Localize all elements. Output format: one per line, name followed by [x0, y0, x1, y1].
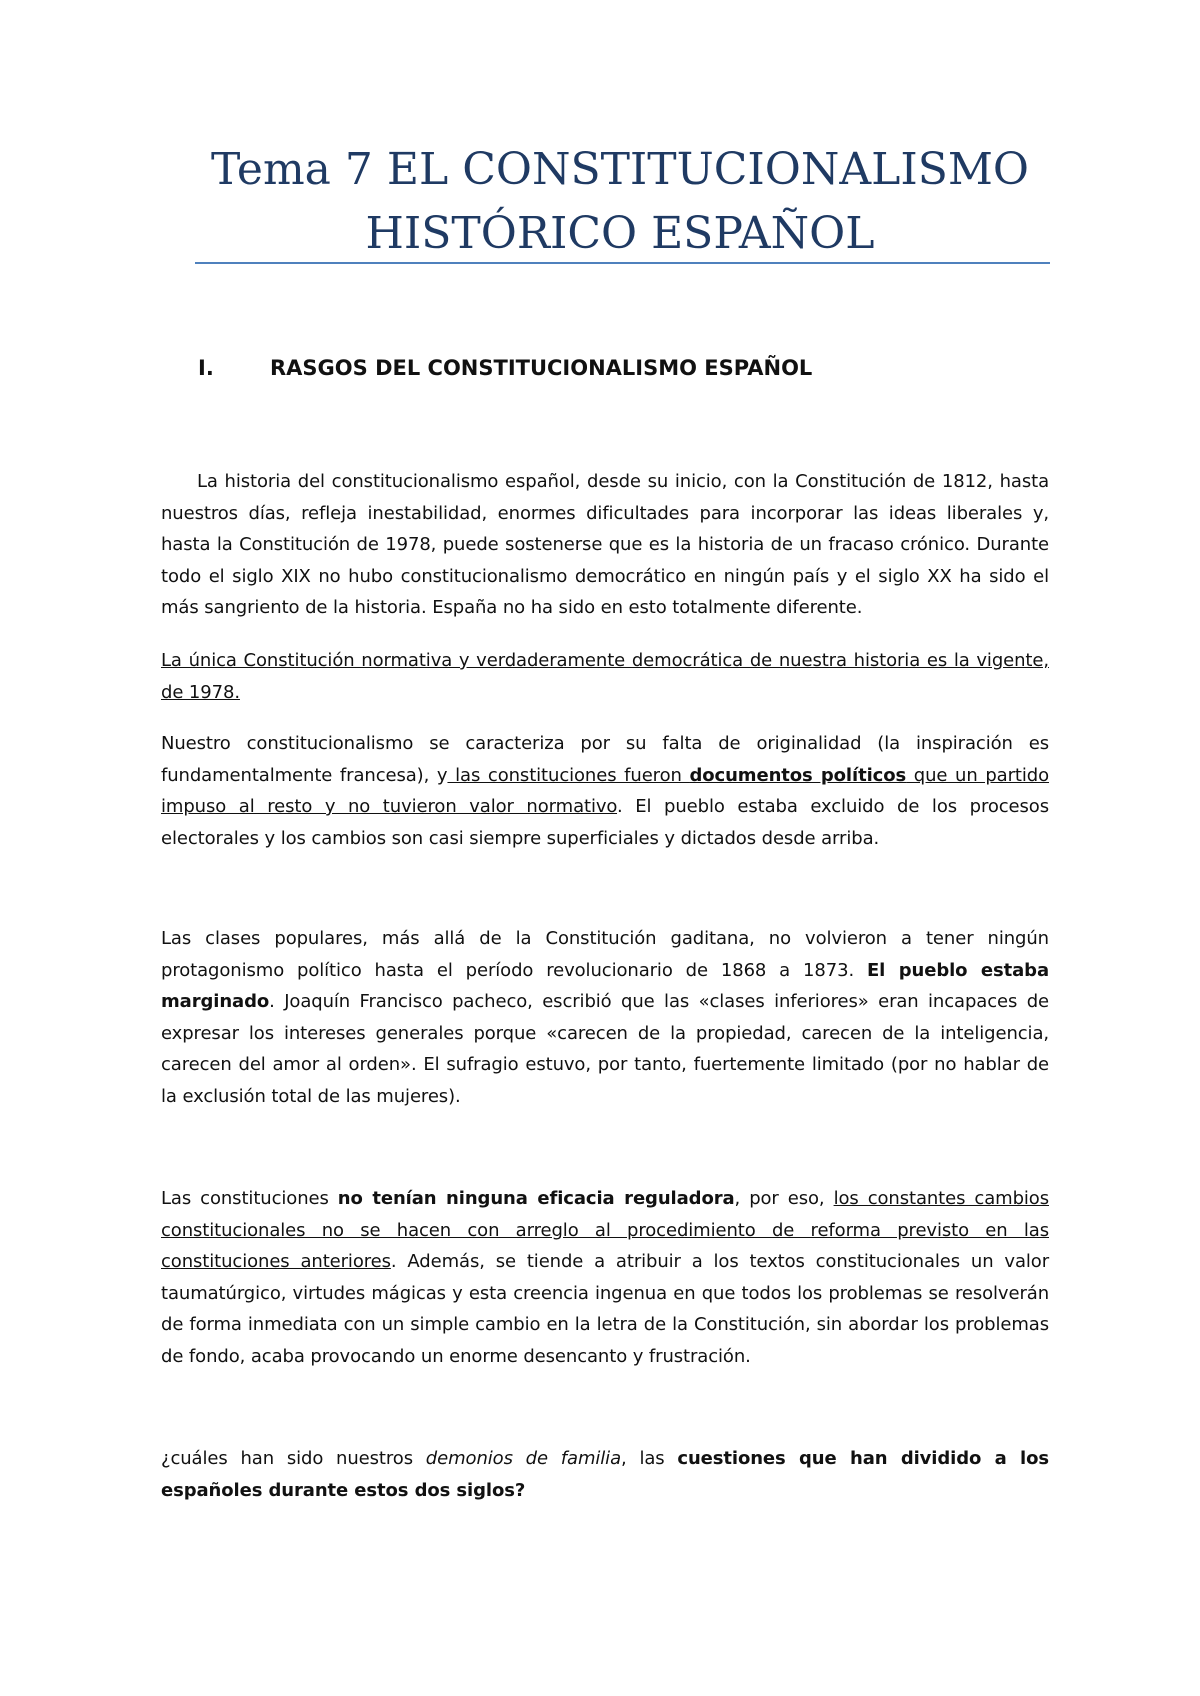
paragraph-4-part-c: . Joaquín Francisco pacheco, escribió que las «clases inferiores» eran incapaces de expresar los intereses generales porque «carecen de la propiedad, carecen de la inteligencia, carecen del amor al orden». El sufragio estuvo, por tanto, fuertemente limitado (por no hablar de la exclusión total de las mujeres). [161, 991, 1049, 1107]
section-heading [198, 353, 812, 383]
paragraph-2 [161, 645, 1049, 708]
paragraph-3-part-e: . El pueblo estaba excluido de los procesos electorales y los cambios son casi siempre superficiales y dictados desde arriba. [161, 796, 1049, 849]
document-title [195, 138, 1045, 266]
title-line-1: Tema 7 EL CONSTITUCIONALISMO [210, 144, 1030, 195]
paragraph-5-underlined: los constantes cambios constitucionales no se hacen con arreglo al procedimiento de reforma previsto en las constituciones anteriores [161, 1188, 1049, 1272]
paragraph-3-part-a: Nuestro constitucionalismo se caracteriza por su falta de originalidad (la inspiración es fundamentalmente francesa), y [161, 733, 1049, 786]
paragraph-5-bold: no tenían ninguna eficacia reguladora [337, 1188, 735, 1209]
paragraph-3-underlined-b: que un partido impuso al resto y no tuvieron valor normativo [161, 764, 1049, 817]
paragraph-4-bold: El pueblo estaba marginado [161, 959, 1050, 1012]
paragraph-6-part-a: ¿cuáles han sido nuestros [161, 1448, 426, 1469]
title-underline-rule [195, 262, 1050, 264]
paragraph-5 [161, 1183, 1049, 1372]
paragraph-4-part-a: Las clases populares, más allá de la Constitución gaditana, no volvieron a tener ningún protagonismo político hasta el período revolucionario de 1868 a 1873. [161, 928, 1049, 981]
section-number: I. [198, 356, 214, 380]
section-heading-text: RASGOS DEL CONSTITUCIONALISMO ESPAÑOL [270, 356, 813, 380]
paragraph-5-part-e: . Además, se tiende a atribuir a los textos constitucionales un valor taumatúrgico, virtudes mágicas y esta creencia ingenua en que todos los problemas se resolverán de forma inmediata con un simple cambio en la letra de la Constitución, sin abordar los problemas de fondo, acaba provocando un enorme desencanto y frustración. [161, 1251, 1049, 1367]
paragraph-1: La historia del constitucionalismo español, desde su inicio, con la Constitución de 1812, hasta nuestros días, refleja inestabilidad, enormes dificultades para incorporar las ideas liberales y, hasta la Constitución de 1978, puede sostenerse que es la historia de un fracaso crónico. Durante todo el siglo XIX no hubo constitucionalismo democrático en ningún país y el siglo XX ha sido el más sangriento de la historia. España no ha sido en esto totalmente diferente. [161, 471, 1049, 618]
paragraph-6 [161, 1443, 1049, 1506]
paragraph-3 [161, 728, 1049, 854]
paragraph-5-part-a: Las constituciones [161, 1188, 338, 1209]
paragraph-6-part-c: , las [621, 1448, 678, 1469]
paragraph-4 [161, 923, 1049, 1112]
paragraph-2-underlined: La única Constitución normativa y verdaderamente democrática de nuestra historia es la vigente, de 1978. [161, 650, 1049, 703]
paragraph-6-italic: demonios de familia [425, 1448, 622, 1469]
paragraph-5-part-c: , por eso, [734, 1188, 834, 1209]
paragraph-3-underlined-a: las constituciones fueron [447, 764, 690, 786]
title-line-2: HISTÓRICO ESPAÑOL [365, 208, 875, 259]
paragraph-6-bold: cuestiones que han dividido a los españoles durante estos dos siglos? [161, 1448, 1049, 1501]
paragraph-3-bold-underlined: documentos políticos [689, 764, 907, 786]
